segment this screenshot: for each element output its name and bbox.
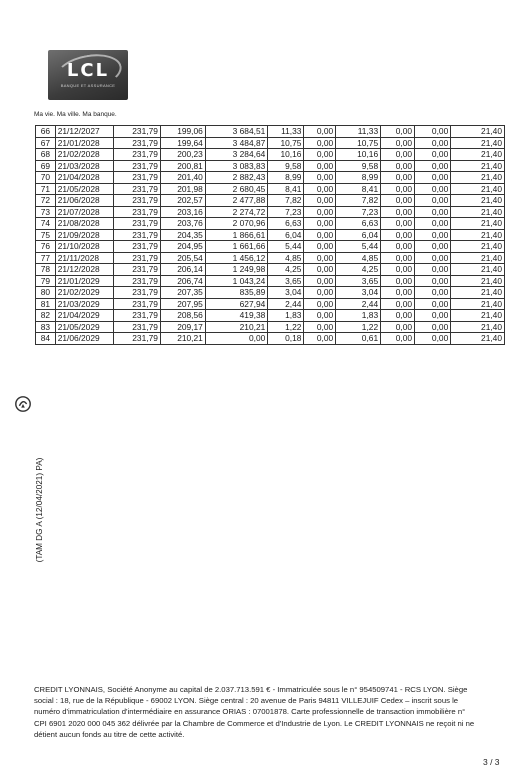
cell-insurance: 21,40 — [451, 206, 505, 218]
cell-remaining-capital: 835,89 — [205, 287, 267, 299]
cell-remaining-capital: 2 070,96 — [205, 218, 267, 230]
cell-interest-total: 6,04 — [336, 229, 381, 241]
cell-remaining-capital: 2 274,72 — [205, 206, 267, 218]
cell-fee: 0,00 — [304, 287, 336, 299]
table-row — [36, 183, 505, 195]
cell-principal: 208,56 — [160, 310, 205, 322]
cell-col10: 0,00 — [415, 149, 451, 161]
amortization-table-body — [36, 126, 505, 345]
cell-interest-total: 6,63 — [336, 218, 381, 230]
cell-fee: 0,00 — [304, 264, 336, 276]
cell-echeance-number: 80 — [36, 287, 56, 299]
cell-date: 21/12/2028 — [55, 264, 113, 276]
cell-interest: 0,18 — [268, 333, 304, 345]
cell-echeance-number: 67 — [36, 137, 56, 149]
cell-echeance-number: 69 — [36, 160, 56, 172]
cell-interest-total: 0,61 — [336, 333, 381, 345]
cell-col9: 0,00 — [381, 264, 415, 276]
cell-interest-total: 1,83 — [336, 310, 381, 322]
cell-payment: 231,79 — [113, 149, 160, 161]
cell-payment: 231,79 — [113, 287, 160, 299]
cell-interest-total: 3,04 — [336, 287, 381, 299]
table-row — [36, 172, 505, 184]
cell-col9: 0,00 — [381, 149, 415, 161]
cell-col9: 0,00 — [381, 195, 415, 207]
cell-col10: 0,00 — [415, 126, 451, 138]
cell-payment: 231,79 — [113, 137, 160, 149]
cell-insurance: 21,40 — [451, 241, 505, 253]
cell-interest: 5,44 — [268, 241, 304, 253]
cell-col10: 0,00 — [415, 321, 451, 333]
cell-principal: 199,64 — [160, 137, 205, 149]
cell-col10: 0,00 — [415, 333, 451, 345]
cell-payment: 231,79 — [113, 206, 160, 218]
cell-insurance: 21,40 — [451, 298, 505, 310]
table-row — [36, 218, 505, 230]
cell-insurance: 21,40 — [451, 160, 505, 172]
cell-col9: 0,00 — [381, 160, 415, 172]
logo-subtext: BANQUE ET ASSURANCE — [60, 83, 116, 88]
cell-date: 21/02/2028 — [55, 149, 113, 161]
cell-interest: 1,83 — [268, 310, 304, 322]
cell-payment: 231,79 — [113, 126, 160, 138]
cell-remaining-capital: 2 680,45 — [205, 183, 267, 195]
cell-insurance: 21,40 — [451, 172, 505, 184]
cell-interest-total: 11,33 — [336, 126, 381, 138]
cell-echeance-number: 72 — [36, 195, 56, 207]
cell-date: 21/11/2028 — [55, 252, 113, 264]
table-row — [36, 206, 505, 218]
table-row — [36, 160, 505, 172]
cell-principal: 207,95 — [160, 298, 205, 310]
table-row — [36, 252, 505, 264]
cell-payment: 231,79 — [113, 252, 160, 264]
table-row — [36, 275, 505, 287]
table-row — [36, 126, 505, 138]
cell-remaining-capital: 2 882,43 — [205, 172, 267, 184]
cell-date: 21/01/2029 — [55, 275, 113, 287]
cell-interest-total: 2,44 — [336, 298, 381, 310]
cell-remaining-capital: 1 456,12 — [205, 252, 267, 264]
cell-payment: 231,79 — [113, 241, 160, 253]
cell-interest: 8,41 — [268, 183, 304, 195]
cell-fee: 0,00 — [304, 229, 336, 241]
table-row — [36, 287, 505, 299]
cell-col10: 0,00 — [415, 298, 451, 310]
cell-interest: 6,04 — [268, 229, 304, 241]
cell-fee: 0,00 — [304, 275, 336, 287]
cell-remaining-capital: 1 043,24 — [205, 275, 267, 287]
cell-fee: 0,00 — [304, 310, 336, 322]
cell-date: 21/08/2028 — [55, 218, 113, 230]
cell-date: 21/12/2027 — [55, 126, 113, 138]
cell-date: 21/02/2029 — [55, 287, 113, 299]
cell-remaining-capital: 3 684,51 — [205, 126, 267, 138]
cell-col9: 0,00 — [381, 206, 415, 218]
cell-date: 21/03/2028 — [55, 160, 113, 172]
cell-insurance: 21,40 — [451, 287, 505, 299]
table-row — [36, 321, 505, 333]
cell-remaining-capital: 3 484,87 — [205, 137, 267, 149]
cell-fee: 0,00 — [304, 126, 336, 138]
cell-col9: 0,00 — [381, 137, 415, 149]
cell-col10: 0,00 — [415, 206, 451, 218]
cell-col9: 0,00 — [381, 321, 415, 333]
cell-echeance-number: 66 — [36, 126, 56, 138]
cell-interest: 7,23 — [268, 206, 304, 218]
cell-col9: 0,00 — [381, 183, 415, 195]
cell-payment: 231,79 — [113, 160, 160, 172]
cell-payment: 231,79 — [113, 172, 160, 184]
cell-interest-total: 3,65 — [336, 275, 381, 287]
cell-interest: 8,99 — [268, 172, 304, 184]
table-row — [36, 298, 505, 310]
cell-col10: 0,00 — [415, 229, 451, 241]
cell-fee: 0,00 — [304, 252, 336, 264]
cell-principal: 210,21 — [160, 333, 205, 345]
cell-interest-total: 1,22 — [336, 321, 381, 333]
table-row — [36, 149, 505, 161]
cell-payment: 231,79 — [113, 310, 160, 322]
cell-insurance: 21,40 — [451, 252, 505, 264]
cell-principal: 207,35 — [160, 287, 205, 299]
cell-col10: 0,00 — [415, 137, 451, 149]
cell-col10: 0,00 — [415, 183, 451, 195]
cell-principal: 206,14 — [160, 264, 205, 276]
lcl-logo — [48, 50, 128, 100]
amortization-table — [35, 125, 505, 345]
cell-col9: 0,00 — [381, 172, 415, 184]
cell-col10: 0,00 — [415, 287, 451, 299]
cell-remaining-capital: 210,21 — [205, 321, 267, 333]
cell-interest: 9,58 — [268, 160, 304, 172]
legal-footer: CREDIT LYONNAIS, Société Anonyme au capital de 2.037.713.591 € - Immatriculée sous le n° 954509741 - RCS LYON. Siège social : 18, rue de la République - 69002 LYON. Siège central : 20 avenue de Paris 94811 VILLEJUIF Cedex – inscrit sous le numéro d'immatriculation d'intermédiaire en assurance ORIAS : 07001878. Carte professionnelle de transaction immobilière n° CPI 6901 2020 000 045 362 délivrée par la Chambre de Commerce et d'Industrie de Lyon. Le CREDIT LYONNAIS ne reçoit ni ne détient aucun fonds au titre de cette activité. — [34, 685, 475, 739]
cell-principal: 209,17 — [160, 321, 205, 333]
cell-col9: 0,00 — [381, 333, 415, 345]
cell-echeance-number: 79 — [36, 275, 56, 287]
cell-payment: 231,79 — [113, 195, 160, 207]
cell-date: 21/04/2029 — [55, 310, 113, 322]
cell-fee: 0,00 — [304, 298, 336, 310]
cell-interest-total: 7,82 — [336, 195, 381, 207]
cell-insurance: 21,40 — [451, 275, 505, 287]
cell-date: 21/05/2029 — [55, 321, 113, 333]
cell-interest: 6,63 — [268, 218, 304, 230]
cell-insurance: 21,40 — [451, 137, 505, 149]
cell-date: 21/10/2028 — [55, 241, 113, 253]
cell-insurance: 21,40 — [451, 149, 505, 161]
cell-date: 21/09/2028 — [55, 229, 113, 241]
cell-remaining-capital: 1 249,98 — [205, 264, 267, 276]
cell-col9: 0,00 — [381, 298, 415, 310]
cell-insurance: 21,40 — [451, 229, 505, 241]
logo-text: LCL — [66, 60, 110, 81]
cell-fee: 0,00 — [304, 241, 336, 253]
cell-fee: 0,00 — [304, 333, 336, 345]
table-row — [36, 195, 505, 207]
cell-interest: 10,16 — [268, 149, 304, 161]
cell-insurance: 21,40 — [451, 310, 505, 322]
cell-col10: 0,00 — [415, 195, 451, 207]
cell-insurance: 21,40 — [451, 183, 505, 195]
cell-principal: 200,81 — [160, 160, 205, 172]
cell-principal: 204,35 — [160, 229, 205, 241]
table-row — [36, 264, 505, 276]
cell-remaining-capital: 419,38 — [205, 310, 267, 322]
cell-principal: 204,95 — [160, 241, 205, 253]
table-row — [36, 137, 505, 149]
cell-fee: 0,00 — [304, 183, 336, 195]
cell-remaining-capital: 627,94 — [205, 298, 267, 310]
cell-date: 21/06/2029 — [55, 333, 113, 345]
cell-echeance-number: 78 — [36, 264, 56, 276]
cell-fee: 0,00 — [304, 206, 336, 218]
cell-echeance-number: 77 — [36, 252, 56, 264]
cell-fee: 0,00 — [304, 172, 336, 184]
cell-date: 21/05/2028 — [55, 183, 113, 195]
cell-remaining-capital: 0,00 — [205, 333, 267, 345]
cell-principal: 203,76 — [160, 218, 205, 230]
cell-remaining-capital: 3 284,64 — [205, 149, 267, 161]
cell-interest-total: 5,44 — [336, 241, 381, 253]
cell-principal: 200,23 — [160, 149, 205, 161]
table-row — [36, 241, 505, 253]
tagline: Ma vie. Ma ville. Ma banque. — [34, 111, 117, 118]
cell-payment: 231,79 — [113, 264, 160, 276]
cell-date: 21/07/2028 — [55, 206, 113, 218]
cell-interest-total: 8,41 — [336, 183, 381, 195]
table-row — [36, 310, 505, 322]
cell-interest: 3,65 — [268, 275, 304, 287]
cell-payment: 231,79 — [113, 183, 160, 195]
cell-interest: 3,04 — [268, 287, 304, 299]
cell-payment: 231,79 — [113, 321, 160, 333]
cell-interest-total: 7,23 — [336, 206, 381, 218]
cell-col9: 0,00 — [381, 241, 415, 253]
cell-insurance: 21,40 — [451, 126, 505, 138]
page-number: 3 / 3 — [483, 757, 500, 767]
table-row — [36, 333, 505, 345]
cell-principal: 201,98 — [160, 183, 205, 195]
cell-col10: 0,00 — [415, 264, 451, 276]
cell-principal: 201,40 — [160, 172, 205, 184]
cell-col9: 0,00 — [381, 229, 415, 241]
cell-interest: 10,75 — [268, 137, 304, 149]
cell-fee: 0,00 — [304, 160, 336, 172]
cell-remaining-capital: 3 083,83 — [205, 160, 267, 172]
cell-date: 21/06/2028 — [55, 195, 113, 207]
cell-col9: 0,00 — [381, 310, 415, 322]
cell-fee: 0,00 — [304, 137, 336, 149]
cell-interest-total: 8,99 — [336, 172, 381, 184]
cell-principal: 199,06 — [160, 126, 205, 138]
cell-col10: 0,00 — [415, 252, 451, 264]
cell-echeance-number: 83 — [36, 321, 56, 333]
cell-payment: 231,79 — [113, 333, 160, 345]
cell-interest-total: 4,85 — [336, 252, 381, 264]
cell-date: 21/03/2029 — [55, 298, 113, 310]
cell-payment: 231,79 — [113, 275, 160, 287]
cell-col10: 0,00 — [415, 172, 451, 184]
cell-principal: 202,57 — [160, 195, 205, 207]
cell-interest-total: 10,16 — [336, 149, 381, 161]
cell-fee: 0,00 — [304, 218, 336, 230]
cell-remaining-capital: 1 866,61 — [205, 229, 267, 241]
cell-principal: 205,54 — [160, 252, 205, 264]
cell-echeance-number: 70 — [36, 172, 56, 184]
cell-col10: 0,00 — [415, 241, 451, 253]
cell-col10: 0,00 — [415, 310, 451, 322]
cell-col9: 0,00 — [381, 252, 415, 264]
cell-insurance: 21,40 — [451, 264, 505, 276]
cell-col10: 0,00 — [415, 218, 451, 230]
cell-col9: 0,00 — [381, 275, 415, 287]
cell-payment: 231,79 — [113, 229, 160, 241]
cell-col10: 0,00 — [415, 160, 451, 172]
cell-date: 21/04/2028 — [55, 172, 113, 184]
cell-col10: 0,00 — [415, 275, 451, 287]
cell-interest: 4,85 — [268, 252, 304, 264]
cell-insurance: 21,40 — [451, 218, 505, 230]
cell-date: 21/01/2028 — [55, 137, 113, 149]
cell-remaining-capital: 1 661,66 — [205, 241, 267, 253]
cell-echeance-number: 68 — [36, 149, 56, 161]
cell-col9: 0,00 — [381, 287, 415, 299]
cell-echeance-number: 76 — [36, 241, 56, 253]
recycle-seal-icon — [14, 395, 32, 413]
cell-interest: 4,25 — [268, 264, 304, 276]
cell-interest: 11,33 — [268, 126, 304, 138]
cell-echeance-number: 73 — [36, 206, 56, 218]
document-reference-label: (TAM DG A (12/04/2021) PA) — [35, 457, 44, 563]
cell-echeance-number: 81 — [36, 298, 56, 310]
cell-payment: 231,79 — [113, 298, 160, 310]
cell-insurance: 21,40 — [451, 333, 505, 345]
cell-payment: 231,79 — [113, 218, 160, 230]
cell-col9: 0,00 — [381, 126, 415, 138]
cell-principal: 206,74 — [160, 275, 205, 287]
table-row — [36, 229, 505, 241]
cell-echeance-number: 71 — [36, 183, 56, 195]
cell-echeance-number: 74 — [36, 218, 56, 230]
cell-interest: 1,22 — [268, 321, 304, 333]
cell-interest-total: 10,75 — [336, 137, 381, 149]
cell-echeance-number: 84 — [36, 333, 56, 345]
cell-insurance: 21,40 — [451, 195, 505, 207]
cell-echeance-number: 75 — [36, 229, 56, 241]
cell-principal: 203,16 — [160, 206, 205, 218]
cell-insurance: 21,40 — [451, 321, 505, 333]
cell-interest: 2,44 — [268, 298, 304, 310]
cell-interest: 7,82 — [268, 195, 304, 207]
cell-remaining-capital: 2 477,88 — [205, 195, 267, 207]
cell-fee: 0,00 — [304, 321, 336, 333]
cell-interest-total: 9,58 — [336, 160, 381, 172]
cell-fee: 0,00 — [304, 195, 336, 207]
cell-col9: 0,00 — [381, 218, 415, 230]
cell-interest-total: 4,25 — [336, 264, 381, 276]
cell-echeance-number: 82 — [36, 310, 56, 322]
cell-fee: 0,00 — [304, 149, 336, 161]
